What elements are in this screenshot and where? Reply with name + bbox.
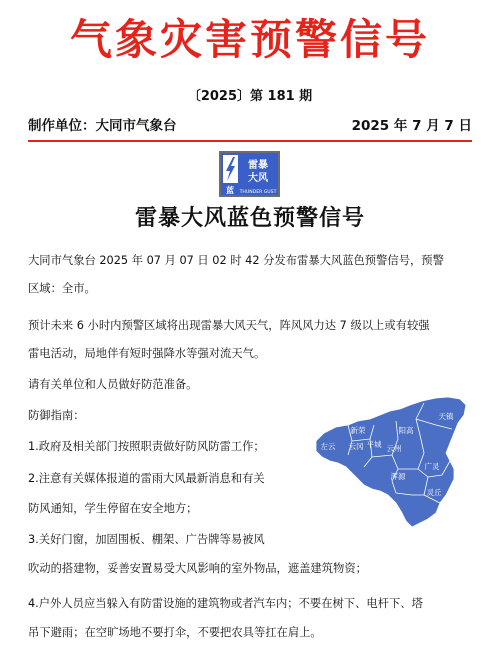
paragraph-1-line-2: 区域：全市。 [28, 282, 96, 295]
map-label-9: 灵丘 [426, 488, 442, 497]
map-label-4: 云冈 [348, 442, 364, 451]
icon-english: THUNDER GUST [239, 190, 277, 195]
map-label-7: 浑源 [390, 472, 406, 481]
thunder-gust-blue-icon [219, 151, 280, 197]
issue-number: 〔2025〕第 181 期 [187, 89, 313, 104]
guide-item-4-line-2: 吊下避雨；在空旷场地不要打伞，不要把农具等扛在肩上。 [28, 626, 322, 639]
guide-item-2-line-2: 防风通知，学生停留在安全地方； [28, 502, 198, 515]
guide-item-2-line-1: 2.注意有关媒体报道的雷雨大风最新消息和有关 [28, 472, 265, 485]
guide-heading: 防御指南： [28, 409, 85, 422]
paragraph-3: 请有关单位和人员做好防范准备。 [28, 378, 198, 391]
guide-item-4-line-1: 4.户外人员应当躲入有防雷设施的建筑物或者汽车内；不要在树下、电杆下、塔 [28, 597, 423, 610]
signal-title: 雷暴大风蓝色预警信号 [134, 206, 365, 231]
map-label-1: 阳高 [398, 426, 414, 435]
map-label-8: 广灵 [424, 462, 440, 471]
guide-item-1: 1.政府及相关部门按照职责做好防风防雷工作； [28, 440, 265, 453]
warning-signal-icon [219, 151, 280, 197]
paragraph-2-line-2: 雷电活动，局地伴有短时强降水等强对流天气。 [28, 347, 266, 360]
map-label-0: 新荣 [350, 426, 366, 435]
map-label-3: 左云 [320, 442, 336, 451]
map-label-2: 天镇 [438, 412, 454, 421]
warning-area-map [312, 395, 470, 530]
icon-chars-line1: 雷暴 [248, 160, 268, 171]
paragraph-1-line-1: 大同市气象台 2025 年 07 月 07 日 02 时 42 分发布雷暴大风蓝色预警信号，预警 [28, 254, 444, 267]
masthead-title: 气象灾害预警信号 [69, 15, 430, 64]
paragraph-2-line-1: 预计未来 6 小时内预警区域将出现雷暴大风天气，阵风风力达 7 级以上或有较强 [28, 319, 430, 332]
guide-item-3-line-2: 吹动的搭建物，妥善安置易受大风影响的室外物品，遮盖建筑物资； [28, 562, 367, 575]
icon-chars-line2: 大风 [248, 173, 268, 184]
icon-level: 蓝 [226, 186, 234, 195]
producer-unit: 制作单位：大同市气象台 [28, 118, 177, 134]
map-label-6: 云州 [386, 444, 402, 453]
guide-item-3-line-1: 3.关好门窗，加固围板、棚架、广告牌等易被风 [28, 533, 265, 546]
datong-district-map [312, 395, 470, 530]
header-divider [28, 140, 472, 142]
map-label-5: 平城 [366, 440, 382, 449]
issue-date: 2025 年 7 月 7 日 [351, 118, 472, 134]
